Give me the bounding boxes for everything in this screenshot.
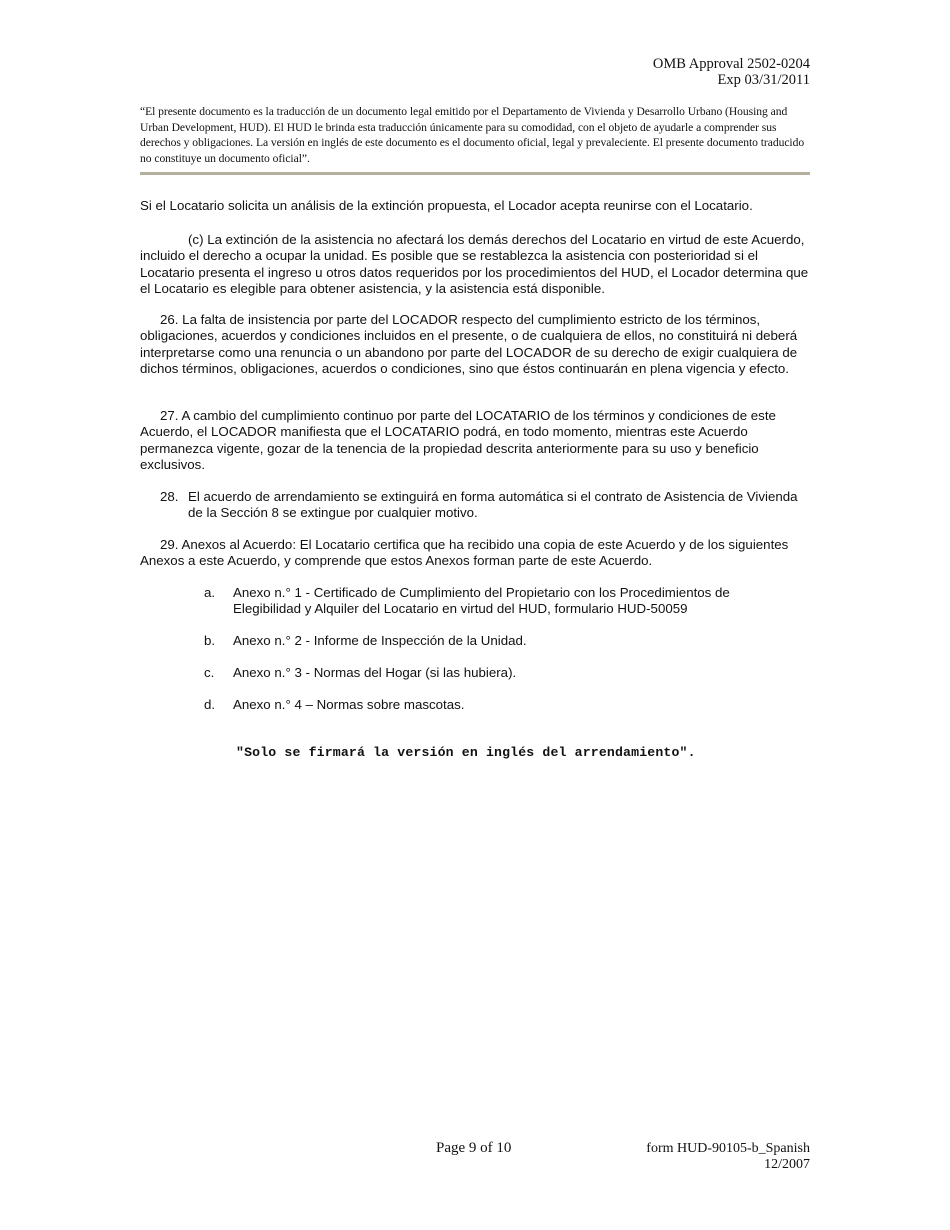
- annex-text: Anexo n.° 2 - Informe de Inspección de la Unidad.: [233, 633, 527, 648]
- paragraph-intro: Si el Locatario solicita un análisis de la extinción propuesta, el Locador acepta reunirse con el Locatario.: [140, 198, 753, 213]
- header-divider: [140, 172, 810, 175]
- annex-label: a.: [204, 585, 216, 600]
- signature-note: "Solo se firmará la versión en inglés del arrendamiento".: [236, 745, 696, 760]
- omb-approval-block: [653, 56, 810, 88]
- form-identifier-block: [646, 1141, 810, 1173]
- form-id: form HUD-90105-b_Spanish: [646, 1141, 810, 1156]
- annex-item: [204, 585, 784, 618]
- clause-26-text: 26. La falta de insistencia por parte del LOCADOR respecto del cumplimiento estricto de los términos, obligaciones, acuerdos y condiciones incluidos en el presente, o de cualquiera de ellos, no constituirá ni deberá interpretarse como una renuncia o un abandono por parte del LOCADOR de su derecho de exigir cualquiera de dichos términos, obligaciones, acuerdos o condiciones, sino que éstos continuarán en plena vigencia y efecto.: [140, 312, 798, 376]
- page-number: Page 9 of 10: [436, 1140, 512, 1156]
- annex-label: b.: [204, 633, 216, 648]
- clause-29-text: 29. Anexos al Acuerdo: El Locatario certifica que ha recibido una copia de este Acuerdo y de los siguientes Anexos a este Acuerdo, y comprende que estos Anexos forman parte de este Acuerdo.: [140, 537, 789, 569]
- omb-expiration-date: Exp 03/31/2011: [717, 72, 810, 88]
- paragraph-clause-c: [140, 232, 812, 297]
- paragraph-clause-28: [140, 489, 812, 522]
- clause-28-number: 28.: [160, 489, 179, 504]
- annex-label: c.: [204, 665, 215, 680]
- annex-item: [204, 665, 784, 681]
- annex-text: Anexo n.° 1 - Certificado de Cumplimiento del Propietario con los Procedimientos de Elegibilidad y Alquiler del Locatario en virtud del HUD, formulario HUD-50059: [233, 585, 730, 617]
- paragraph-clause-26: [140, 312, 812, 377]
- paragraph-clause-27: [140, 408, 812, 473]
- annex-text: Anexo n.° 3 - Normas del Hogar (si las hubiera).: [233, 665, 517, 680]
- annex-label: d.: [204, 697, 216, 712]
- form-date: 12/2007: [764, 1157, 810, 1172]
- clause-27-text: 27. A cambio del cumplimiento continuo por parte del LOCATARIO de los términos y condiciones de este Acuerdo, el LOCADOR manifiesta que el LOCATARIO podrá, en todo momento, mientras este Acuerdo permanezca vigente, gozar de la tenencia de la propiedad descrita anteriormente para su uso y beneficio exclusivos.: [140, 408, 776, 472]
- clause-c-text: (c) La extinción de la asistencia no afectará los demás derechos del Locatario en virtud de este Acuerdo, incluido el derecho a ocupar la unidad. Es posible que se restablezca la asistencia con posterioridad si el Locatario presenta el ingreso u otros datos requeridos por los procedimientos del HUD, el Locador determina que el Locatario es elegible para obtener asistencia, y la asistencia está disponible.: [140, 232, 809, 296]
- annex-item: [204, 697, 784, 713]
- annex-item: [204, 633, 784, 649]
- annex-text: Anexo n.° 4 – Normas sobre mascotas.: [233, 697, 465, 712]
- omb-approval-number: OMB Approval 2502-0204: [652, 56, 810, 72]
- translation-disclaimer: “El presente documento es la traducción de un documento legal emitido por el Departamento de Vivienda y Desarrollo Urbano (Housing and Urban Development, HUD). El HUD le brinda esta traducción únicamente para su comodidad, con el objeto de ayudarle a comprender sus derechos y obligaciones. La versión en inglés de este documento es el documento oficial, legal y prevaleciente. El presente documento traducido no constituye un documento oficial”.: [140, 105, 805, 165]
- paragraph-clause-29: [140, 537, 812, 570]
- clause-28-text: El acuerdo de arrendamiento se extinguirá en forma automática si el contrato de Asistencia de Vivienda de la Sección 8 se extingue por cualquier motivo.: [188, 489, 798, 521]
